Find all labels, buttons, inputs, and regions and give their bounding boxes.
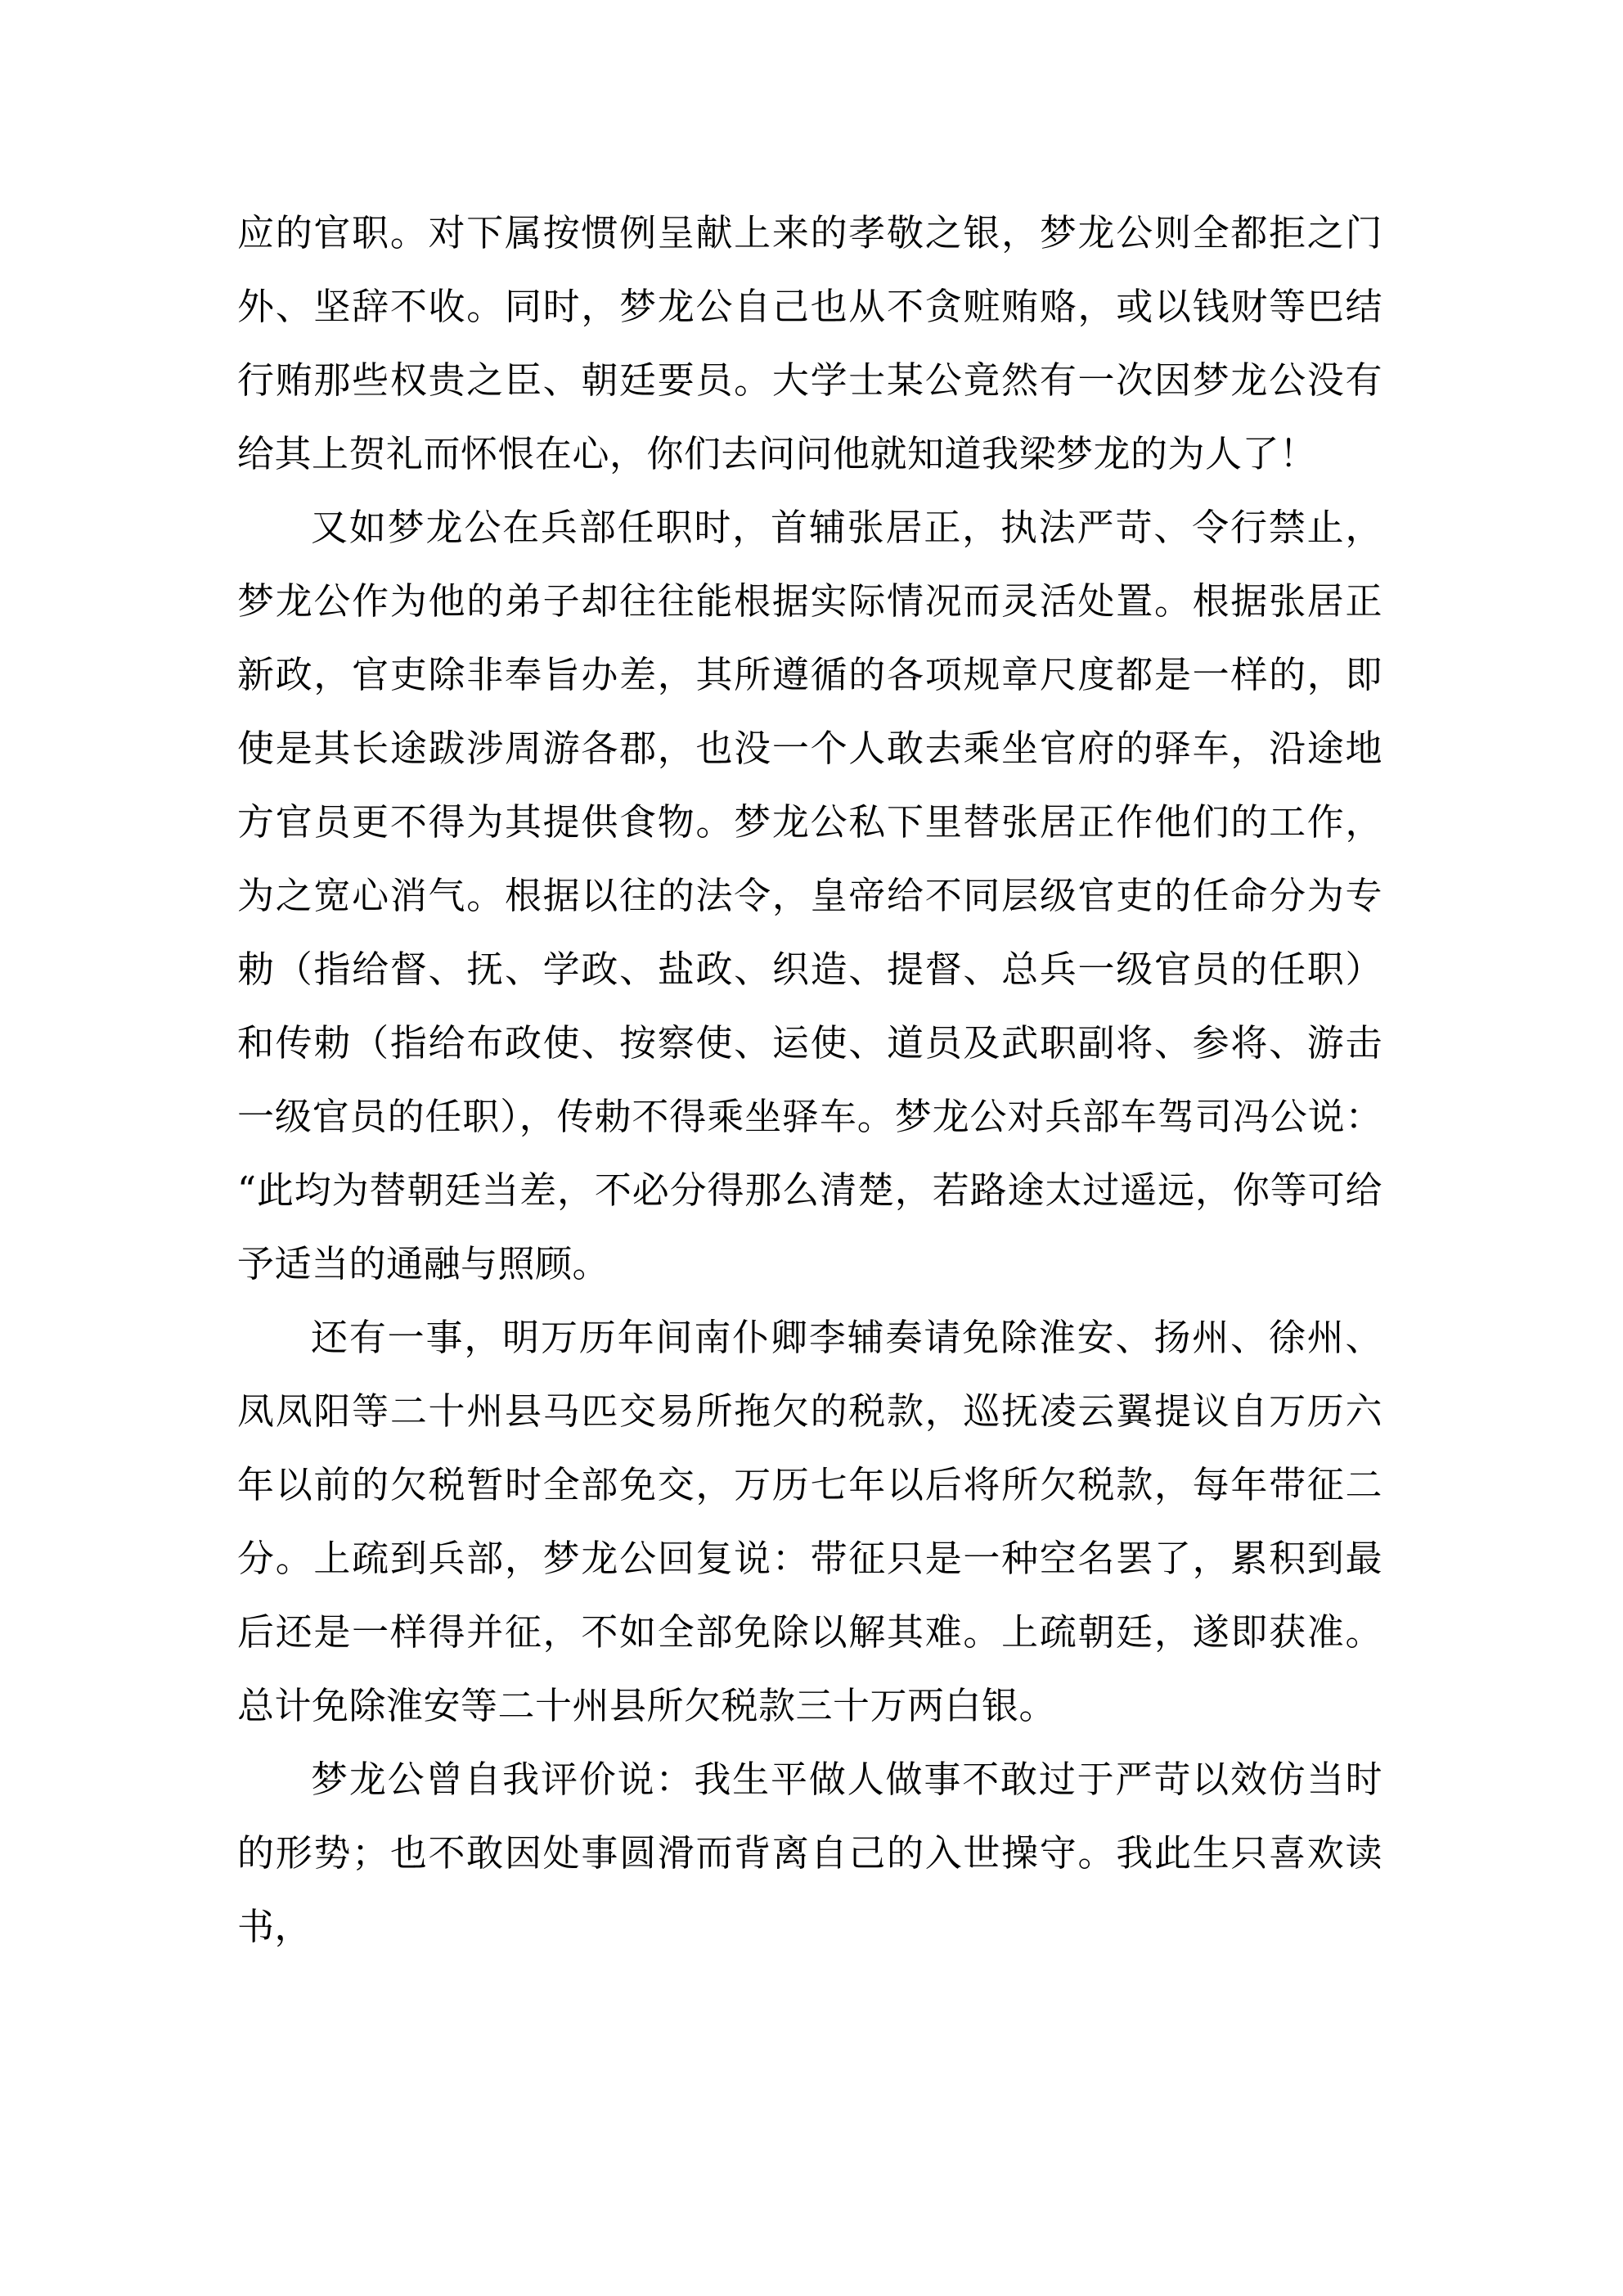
paragraph-1: 应的官职。对下属按惯例呈献上来的孝敬之银，梦龙公则全都拒之门外、坚辞不收。同时，梦龙公自己也从不贪赃贿赂，或以钱财等巴结行贿那些权贵之臣、朝廷要员。大学士某公竟然有一次因梦龙公没有给其上贺礼而怀恨在心，你们去问问他就知道我梁梦龙的为人了！	[237, 211, 1382, 475]
page-text-body	[237, 196, 1382, 1964]
paragraph-4: 梦龙公曾自我评价说：我生平做人做事不敢过于严苛以效仿当时的形势；也不敢因处事圆滑而背离自己的入世操守。我此生只喜欢读书，	[237, 1758, 1382, 1948]
paragraph-2: 又如梦龙公在兵部任职时，首辅张居正，执法严苛、令行禁止，梦龙公作为他的弟子却往往能根据实际情况而灵活处置。根据张居正新政，官吏除非奉旨办差，其所遵循的各项规章尺度都是一样的，即使是其长途跋涉周游各郡，也没一个人敢去乘坐官府的驿车，沿途地方官员更不得为其提供食物。梦龙公私下里替张居正作他们的工作，为之宽心消气。根据以往的法令，皇帝给不同层级官吏的任命分为专勅（指给督、抚、学政、盐政、织造、提督、总兵一级官员的任职）和传勅（指给布政使、按察使、运使、道员及武职副将、参将、游击一级官员的任职），传勅不得乘坐驿车。梦龙公对兵部车驾司冯公说：“此均为替朝廷当差，不必分得那么清楚，若路途太过遥远，你等可给予适当的通融与照顾。	[237, 506, 1382, 1285]
paragraph-3: 还有一事，明万历年间南仆卿李辅奏请免除淮安、扬州、徐州、凤凤阳等二十州县马匹交易所拖欠的税款，巡抚凌云翼提议自万历六年以前的欠税暂时全部免交，万历七年以后将所欠税款，每年带征二分。上疏到兵部，梦龙公回复说：带征只是一种空名罢了，累积到最后还是一样得并征，不如全部免除以解其难。上疏朝廷，遂即获准。总计免除淮安等二十州县所欠税款三十万两白银。	[237, 1316, 1382, 1727]
